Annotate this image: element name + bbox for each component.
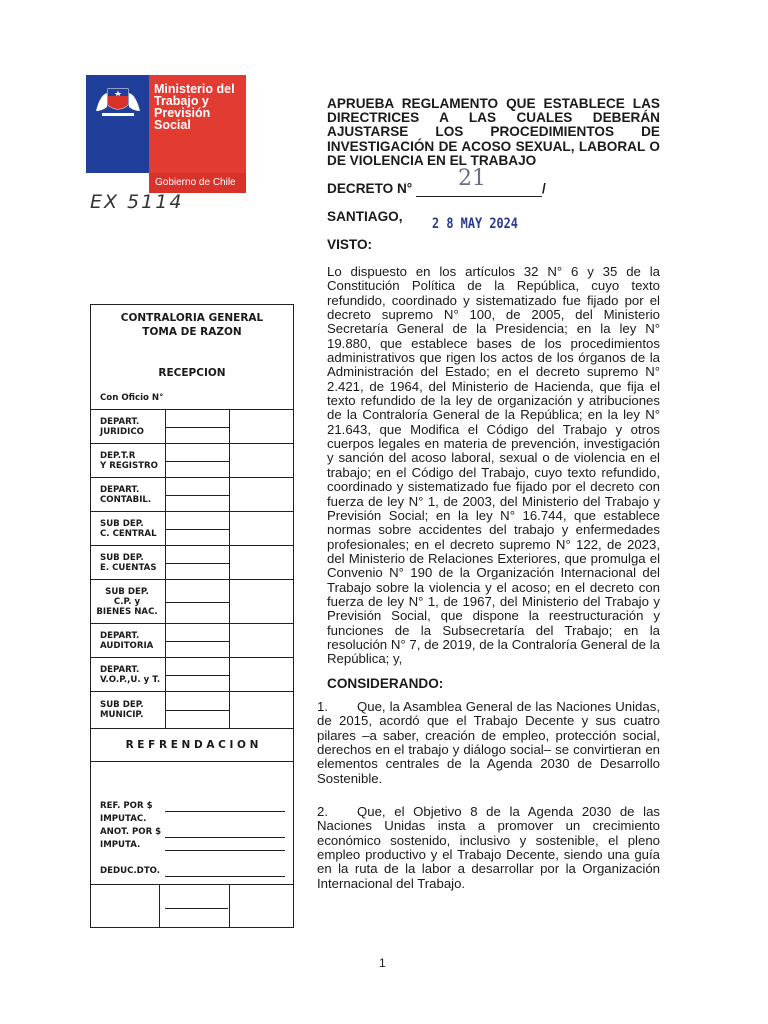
- anot-por-label: ANOT. POR $: [100, 827, 162, 837]
- logo-red-panel: [149, 75, 246, 193]
- ref-por-line: [165, 811, 285, 812]
- dept-row: [91, 477, 293, 511]
- logo-ministry-line-2: Trabajo y: [154, 94, 209, 108]
- dept-line-2: MUNICIP.: [100, 710, 144, 720]
- dept-row: [91, 623, 293, 657]
- decreto-number-line: [416, 196, 542, 197]
- dept-line-1: DEPART.: [100, 664, 140, 675]
- contraloria-reception-form: [90, 304, 294, 928]
- dept-row: [91, 579, 293, 623]
- dept-line-2: JURIDICO: [100, 426, 144, 437]
- dept-line-2: CONTABIL.: [100, 494, 152, 505]
- dept-line-1: SUB DEP.: [100, 518, 144, 529]
- considerando-item: [317, 700, 660, 786]
- form-title-line-1: CONTRALORIA GENERAL: [120, 312, 264, 324]
- dept-line-2: C.P. y: [113, 596, 141, 607]
- logo-ministry-line-1: Ministerio del: [154, 82, 235, 96]
- logo-government: Gobierno de Chile: [155, 177, 236, 188]
- dept-line-1: DEP.T.R: [100, 450, 136, 461]
- dept-line-2: E. CUENTAS: [100, 562, 157, 573]
- dept-line-1: SUB DEP.: [100, 552, 144, 563]
- decreto-slash: /: [542, 181, 546, 196]
- considerando-number: 2.: [317, 804, 328, 819]
- considerando-heading: CONSIDERANDO:: [327, 676, 444, 691]
- logo-ministry-line-3: Previsión: [154, 106, 211, 120]
- dept-line-1: SUB DEP.: [105, 586, 149, 597]
- form-recepcion-heading: RECEPCION: [158, 367, 226, 379]
- considerando-item: [317, 805, 660, 891]
- dept-line-2: Y REGISTRO: [100, 460, 158, 471]
- anot-por-line: [165, 837, 285, 838]
- santiago-label: SANTIAGO,: [327, 209, 403, 224]
- decreto-label: DECRETO N°: [327, 181, 413, 196]
- visto-heading: VISTO:: [327, 237, 373, 252]
- form-title-line-2: TOMA DE RAZON: [142, 326, 242, 338]
- decree-title: APRUEBA REGLAMENTO QUE ESTABLECE LAS DIRECTRICES A LAS CUALES DEBERÁN AJUSTARSE LOS PROCEDIMIENTOS DE INVESTIGACIÓN DE ACOSO SEXUAL, LABORAL O DE VIOLENCIA EN EL TRABAJO: [327, 96, 660, 168]
- date-stamp: 2 8 MAY 2024: [432, 216, 518, 232]
- decreto-number: 21: [458, 166, 486, 191]
- dept-row: [91, 657, 293, 691]
- con-oficio-label: Con Oficio N°: [100, 393, 164, 403]
- deduc-label: DEDUC.DTO.: [100, 866, 161, 876]
- visto-paragraph: Lo dispuesto en los artículos 32 N° 6 y 35 de la Constitución Política de la República, cuyo texto refundido, coordinado y sistematizado fue fijado por el decreto supremo N° 100, de 2005, del Ministerio Secretaría General de la Presidencia; en la ley N° 19.880, que establece bases de los procedimientos administrativos que rigen los actos de los órganos de la Administración del Estado; en el decreto supremo N° 2.421, de 1964, del Ministerio de Hacienda, que fija el texto refundido de la ley de organización y atribuciones de la Contraloría General de la República; en la ley N° 21.643, que Modifica el Código del Trabajo y otros cuerpos legales en materia de prevención, investigación y sanción del acoso laboral, sexual o de violencia en el trabajo; en el Código del Trabajo, cuyo texto refundido, coordinado y sistematizado fue fijado por el decreto con fuerza de ley N° 1, de 2003, del Ministerio del Trabajo y Previsión Social; en la ley N° 16.744, que establece normas sobre accidentes del trabajo y enfermedades profesionales; en el decreto supremo N° 122, de 2023, del Ministerio de Relaciones Exteriores, que promulga el Convenio N° 190 de la Organización Internacional del Trabajo sobre la violencia y el acoso; en el decreto con fuerza de ley N° 1, de 1967, del Ministerio del Trabajo y Previsión Social, que dispone la reestructuración y funciones de la Subsecretaría del Trabajo; en la resolución N° 7, de 2019, de la Contraloría General de la República; y,: [327, 264, 660, 667]
- imputa-line: [165, 850, 285, 851]
- dept-row: [91, 545, 293, 579]
- dept-row: [91, 511, 293, 545]
- considerando-number: 1.: [317, 699, 328, 714]
- dept-line-1: DEPART.: [100, 484, 140, 495]
- handwritten-expediente: EX 5114: [90, 191, 184, 213]
- refrendacion-heading: R E F R E N D A C I O N: [125, 739, 259, 751]
- page-number: 1: [379, 956, 386, 970]
- deduc-line: [165, 876, 285, 877]
- dept-line-2: V.O.P.,U. y T.: [100, 674, 161, 685]
- considerando-text: Que, el Objetivo 8 de la Agenda 2030 de las Naciones Unidas insta a promover un crecimiento económico sostenido, inclusivo y sostenible, el pleno empleo productivo y el Trabajo Decente, siendo una guía en la ruta de la labor a desarrollar por la Organización Internacional del Trabajo.: [317, 804, 660, 891]
- dept-row: [91, 443, 293, 477]
- signature-boxes: [91, 884, 293, 928]
- ministry-logo: [86, 75, 246, 193]
- dept-row: [91, 409, 293, 443]
- imputac-label: IMPUTAC.: [100, 814, 147, 824]
- refrendacion-row: [91, 728, 293, 761]
- logo-ministry-line-4: Social: [154, 118, 191, 132]
- ref-por-label: REF. POR $: [100, 801, 153, 811]
- imputa-label: IMPUTA.: [100, 840, 141, 850]
- logo-blue-panel: [86, 75, 149, 193]
- coat-of-arms-icon: [90, 81, 146, 121]
- dept-line-1: DEPART.: [100, 630, 140, 641]
- dept-line-3: BIENES NAC.: [96, 606, 158, 617]
- dept-line-1: SUB DEP.: [100, 700, 144, 710]
- dept-line-1: DEPART.: [100, 416, 140, 427]
- dept-line-2: AUDITORIA: [100, 640, 154, 651]
- dept-row: [91, 691, 293, 728]
- considerando-text: Que, la Asamblea General de las Naciones Unidas, de 2015, acordó que el Trabajo Decente y sus cuatro pilares –a saber, creación de empleo, protección social, derechos en el trabajo y diálogo social– se convirtieran en elementos centrales de la Agenda 2030 de Desarrollo Sostenible.: [317, 699, 660, 786]
- dept-line-2: C. CENTRAL: [100, 528, 157, 539]
